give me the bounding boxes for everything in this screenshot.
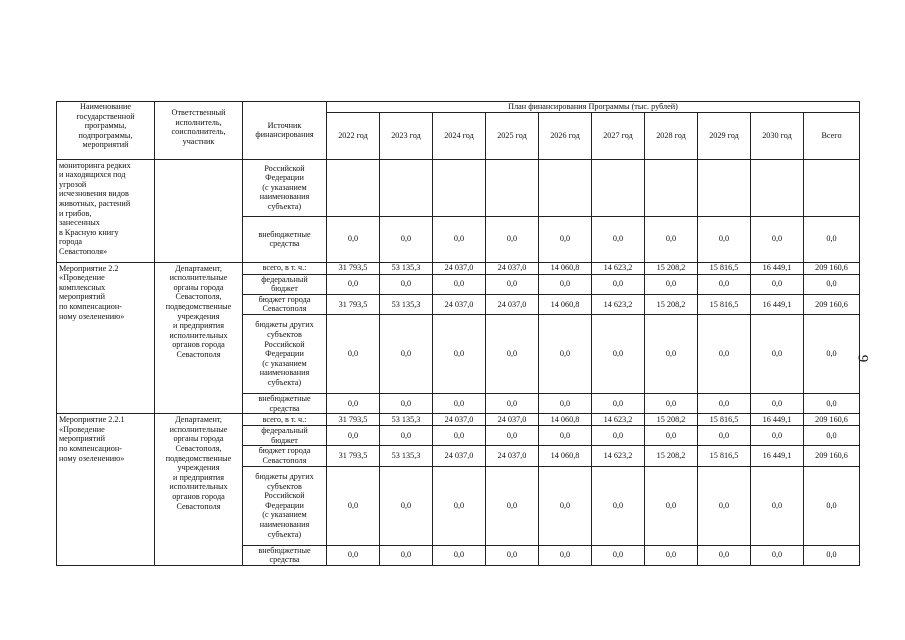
value-cell: 0,0 — [698, 545, 751, 565]
header-year-3: 2025 год — [486, 112, 539, 159]
value-cell: 0,0 — [751, 393, 804, 413]
header-responsible: Ответственный исполнитель, соисполнитель, участник — [155, 102, 243, 160]
value-cell: 31 793,5 — [327, 446, 380, 466]
value-cell: 16 449,1 — [751, 262, 804, 274]
value-cell: 0,0 — [539, 466, 592, 545]
value-cell: 24 037,0 — [486, 262, 539, 274]
value-cell — [327, 159, 380, 216]
value-cell: 15 816,5 — [698, 262, 751, 274]
value-cell: 0,0 — [539, 426, 592, 446]
funding-source-cell: федеральный бюджет — [243, 426, 327, 446]
value-cell: 14 623,2 — [592, 262, 645, 274]
funding-source-cell: всего, в т. ч.: — [243, 414, 327, 426]
header-year-2: 2024 год — [433, 112, 486, 159]
value-cell: 24 037,0 — [433, 262, 486, 274]
header-year-6: 2028 год — [645, 112, 698, 159]
value-cell: 0,0 — [698, 216, 751, 262]
page-number: 9 — [854, 354, 871, 363]
header-funding-source: Источник финансирования — [243, 102, 327, 160]
value-cell: 0,0 — [645, 545, 698, 565]
header-program-name: Наименование государственной программы, подпрограммы, мероприятий — [57, 102, 155, 160]
funding-source-cell: внебюджетные средства — [243, 393, 327, 413]
value-cell: 0,0 — [751, 274, 804, 294]
value-cell: 209 160,6 — [804, 414, 860, 426]
funding-source-cell: федеральный бюджет — [243, 274, 327, 294]
value-cell: 31 793,5 — [327, 294, 380, 314]
value-cell: 0,0 — [645, 426, 698, 446]
value-cell: 0,0 — [486, 393, 539, 413]
value-cell: 14 623,2 — [592, 294, 645, 314]
value-cell: 24 037,0 — [433, 294, 486, 314]
value-cell: 53 135,3 — [380, 294, 433, 314]
value-cell: 15 208,2 — [645, 446, 698, 466]
value-cell — [486, 159, 539, 216]
funding-source-cell: всего, в т. ч.: — [243, 262, 327, 274]
header-year-7: 2029 год — [698, 112, 751, 159]
header-year-8: 2030 год — [751, 112, 804, 159]
value-cell: 24 037,0 — [433, 414, 486, 426]
header-year-9: Всего — [804, 112, 860, 159]
value-cell: 209 160,6 — [804, 262, 860, 274]
value-cell — [592, 159, 645, 216]
financing-table — [56, 101, 860, 566]
value-cell: 24 037,0 — [486, 446, 539, 466]
value-cell: 0,0 — [380, 314, 433, 393]
value-cell: 0,0 — [592, 426, 645, 446]
value-cell: 0,0 — [539, 314, 592, 393]
value-cell: 15 816,5 — [698, 294, 751, 314]
value-cell: 53 135,3 — [380, 262, 433, 274]
value-cell: 0,0 — [539, 274, 592, 294]
value-cell: 0,0 — [327, 216, 380, 262]
header-financing-plan: План финансирования Программы (тыс. рублей) — [327, 102, 860, 113]
value-cell: 0,0 — [327, 545, 380, 565]
value-cell: 16 449,1 — [751, 414, 804, 426]
value-cell: 0,0 — [751, 314, 804, 393]
value-cell: 0,0 — [380, 216, 433, 262]
table-row — [57, 159, 860, 216]
value-cell: 0,0 — [539, 393, 592, 413]
responsible-cell — [155, 159, 243, 262]
value-cell: 0,0 — [751, 466, 804, 545]
value-cell: 0,0 — [327, 274, 380, 294]
value-cell: 0,0 — [592, 216, 645, 262]
value-cell: 15 816,5 — [698, 446, 751, 466]
value-cell: 53 135,3 — [380, 414, 433, 426]
value-cell: 31 793,5 — [327, 262, 380, 274]
header-year-5: 2027 год — [592, 112, 645, 159]
value-cell: 53 135,3 — [380, 446, 433, 466]
value-cell: 15 208,2 — [645, 262, 698, 274]
value-cell: 0,0 — [751, 426, 804, 446]
funding-source-cell: бюджет города Севастополя — [243, 294, 327, 314]
value-cell: 0,0 — [698, 314, 751, 393]
funding-source-cell: внебюджетные средства — [243, 216, 327, 262]
value-cell: 14 060,8 — [539, 262, 592, 274]
funding-source-cell: Российской Федерации (с указанием наименования субъекта) — [243, 159, 327, 216]
value-cell — [698, 159, 751, 216]
value-cell: 0,0 — [433, 393, 486, 413]
value-cell: 0,0 — [804, 393, 860, 413]
value-cell: 0,0 — [804, 466, 860, 545]
value-cell — [539, 159, 592, 216]
value-cell: 0,0 — [380, 466, 433, 545]
value-cell: 0,0 — [433, 274, 486, 294]
value-cell: 0,0 — [645, 216, 698, 262]
header-year-1: 2023 год — [380, 112, 433, 159]
header-year-0: 2022 год — [327, 112, 380, 159]
value-cell: 15 208,2 — [645, 294, 698, 314]
value-cell: 0,0 — [380, 426, 433, 446]
header-year-4: 2026 год — [539, 112, 592, 159]
value-cell: 24 037,0 — [486, 294, 539, 314]
value-cell: 0,0 — [486, 274, 539, 294]
value-cell: 209 160,6 — [804, 294, 860, 314]
program-name-cell: Мероприятие 2.2 «Проведение комплексных мероприятий по компенсацион- ному озеленению» — [57, 262, 155, 414]
value-cell: 0,0 — [380, 274, 433, 294]
value-cell — [380, 159, 433, 216]
value-cell: 0,0 — [433, 466, 486, 545]
value-cell: 0,0 — [804, 216, 860, 262]
funding-source-cell: бюджеты других субъектов Российской Федерации (с указанием наименования субъекта) — [243, 314, 327, 393]
value-cell: 0,0 — [698, 274, 751, 294]
value-cell: 31 793,5 — [327, 414, 380, 426]
value-cell: 14 623,2 — [592, 446, 645, 466]
value-cell: 0,0 — [645, 274, 698, 294]
value-cell: 24 037,0 — [433, 446, 486, 466]
value-cell: 0,0 — [804, 545, 860, 565]
value-cell: 0,0 — [433, 426, 486, 446]
value-cell: 0,0 — [433, 314, 486, 393]
value-cell: 16 449,1 — [751, 446, 804, 466]
value-cell: 14 623,2 — [592, 414, 645, 426]
value-cell: 0,0 — [698, 426, 751, 446]
responsible-cell: Департамент, исполнительные органы города Севастополя, подведомственные учреждения и предприятия исполнительных органов города Севастополя — [155, 262, 243, 414]
value-cell: 0,0 — [380, 393, 433, 413]
responsible-cell: Департамент, исполнительные органы города Севастополя, подведомственные учреждения и предприятия исполнительных органов города Севастополя — [155, 414, 243, 566]
value-cell: 16 449,1 — [751, 294, 804, 314]
table-row — [57, 262, 860, 274]
value-cell: 0,0 — [698, 466, 751, 545]
value-cell: 0,0 — [486, 466, 539, 545]
value-cell: 0,0 — [433, 545, 486, 565]
value-cell: 0,0 — [486, 216, 539, 262]
value-cell: 0,0 — [380, 545, 433, 565]
value-cell: 0,0 — [486, 545, 539, 565]
value-cell: 24 037,0 — [486, 414, 539, 426]
program-name-cell: мониторинга редких и находящихся под угрозой исчезновения видов животных, растений и грибов, занесенных в Красную книгу города Севастополя» — [57, 159, 155, 262]
value-cell — [751, 159, 804, 216]
value-cell: 0,0 — [539, 545, 592, 565]
value-cell — [804, 159, 860, 216]
value-cell — [645, 159, 698, 216]
value-cell: 14 060,8 — [539, 446, 592, 466]
value-cell: 0,0 — [539, 216, 592, 262]
value-cell: 0,0 — [592, 393, 645, 413]
value-cell: 0,0 — [486, 314, 539, 393]
value-cell: 0,0 — [327, 314, 380, 393]
value-cell — [433, 159, 486, 216]
value-cell: 0,0 — [327, 466, 380, 545]
funding-source-cell: бюджет города Севастополя — [243, 446, 327, 466]
value-cell: 14 060,8 — [539, 294, 592, 314]
value-cell: 0,0 — [645, 314, 698, 393]
value-cell: 0,0 — [698, 393, 751, 413]
value-cell: 0,0 — [592, 314, 645, 393]
funding-source-cell: внебюджетные средства — [243, 545, 327, 565]
value-cell: 0,0 — [592, 466, 645, 545]
value-cell: 14 060,8 — [539, 414, 592, 426]
value-cell: 0,0 — [751, 545, 804, 565]
table-row — [57, 414, 860, 426]
value-cell: 0,0 — [645, 466, 698, 545]
value-cell: 0,0 — [486, 426, 539, 446]
value-cell: 0,0 — [751, 216, 804, 262]
value-cell: 0,0 — [327, 393, 380, 413]
value-cell: 209 160,6 — [804, 446, 860, 466]
value-cell: 0,0 — [804, 314, 860, 393]
value-cell: 0,0 — [327, 426, 380, 446]
value-cell: 0,0 — [645, 393, 698, 413]
value-cell: 0,0 — [804, 426, 860, 446]
value-cell: 15 816,5 — [698, 414, 751, 426]
funding-source-cell: бюджеты других субъектов Российской Федерации (с указанием наименования субъекта) — [243, 466, 327, 545]
value-cell: 0,0 — [804, 274, 860, 294]
program-name-cell: Мероприятие 2.2.1 «Проведение мероприятий по компенсацион- ному озеленению» — [57, 414, 155, 566]
value-cell: 0,0 — [592, 545, 645, 565]
value-cell: 0,0 — [433, 216, 486, 262]
value-cell: 0,0 — [592, 274, 645, 294]
value-cell: 15 208,2 — [645, 414, 698, 426]
